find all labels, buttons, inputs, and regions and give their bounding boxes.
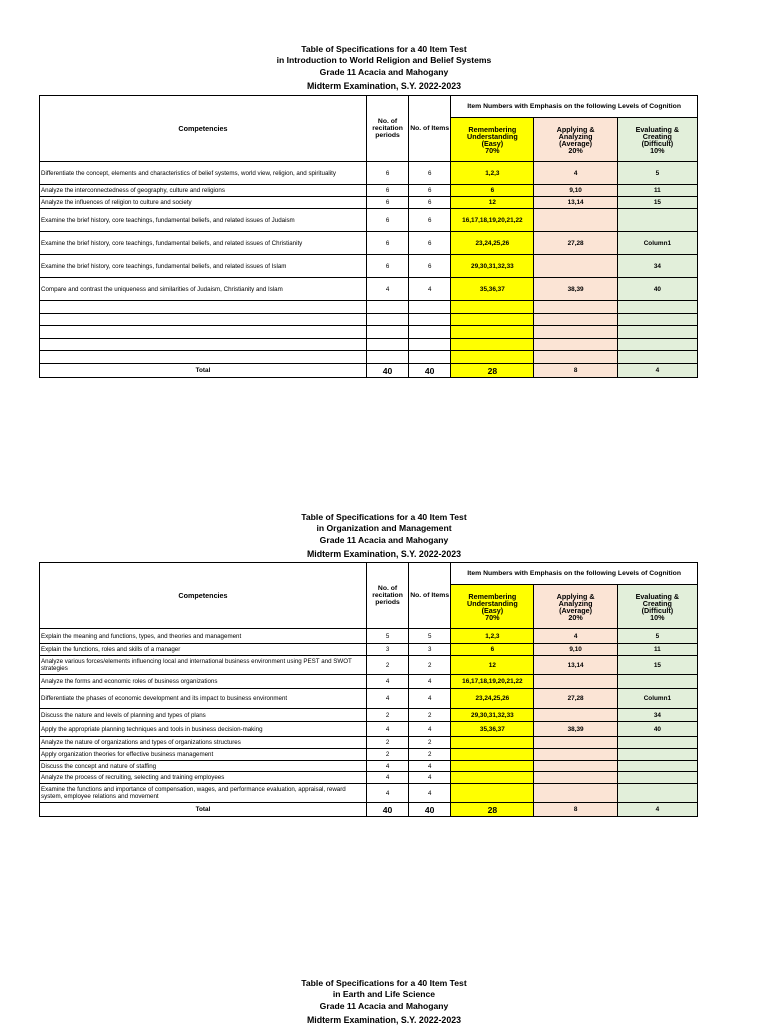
table-row (40, 209, 698, 232)
table-row (40, 278, 698, 301)
items-cell: 3 (409, 644, 451, 656)
col-header-items: No. of Items (409, 563, 451, 629)
level-header-line: 20% (535, 614, 615, 621)
competency-cell (40, 351, 367, 364)
table-row (40, 351, 698, 364)
title-line-1: Table of Specifications for a 40 Item Test (0, 512, 768, 523)
level-header-line: 70% (452, 614, 532, 621)
applying-cell (534, 209, 617, 232)
items-cell (409, 326, 451, 339)
periods-cell: 4 (366, 278, 408, 301)
total-row (40, 364, 698, 378)
evaluating-cell: 15 (617, 656, 697, 675)
evaluating-cell: Column1 (617, 232, 697, 255)
header-row (40, 563, 698, 585)
periods-cell (366, 339, 408, 351)
evaluating-cell (617, 749, 697, 761)
periods-cell: 2 (366, 737, 408, 749)
table-row (40, 162, 698, 185)
title-line-4: Midterm Examination, S.Y. 2022-2023 (0, 549, 768, 560)
applying-cell (534, 772, 617, 784)
evaluating-cell (617, 301, 697, 314)
total-evaluating: 4 (617, 803, 697, 817)
competency-cell: Examine the brief history, core teachings, fundamental beliefs, and related issues of Islam (40, 255, 367, 278)
table-row (40, 709, 698, 722)
evaluating-cell: Column1 (617, 689, 697, 709)
remembering-cell (451, 737, 534, 749)
table-row (40, 197, 698, 209)
competency-cell: Discuss the nature and levels of planning and types of plans (40, 709, 367, 722)
col-header-emphasis: Item Numbers with Emphasis on the following Levels of Cognition (451, 563, 698, 585)
periods-cell: 5 (366, 629, 408, 644)
periods-cell (366, 314, 408, 326)
remembering-cell: 35,36,37 (451, 722, 534, 737)
level-header-line: Analyzing (535, 133, 615, 140)
competency-cell (40, 339, 367, 351)
items-cell (409, 314, 451, 326)
table-row (40, 644, 698, 656)
remembering-cell (451, 314, 534, 326)
competency-cell: Analyze the nature of organizations and types of organizations structures (40, 737, 367, 749)
competency-cell: Compare and contrast the uniqueness and similarities of Judaism, Christianity and Islam (40, 278, 367, 301)
level-header-line: (Average) (535, 140, 615, 147)
periods-cell: 6 (366, 185, 408, 197)
items-cell: 2 (409, 709, 451, 722)
evaluating-cell (617, 326, 697, 339)
periods-cell: 4 (366, 722, 408, 737)
items-cell: 6 (409, 185, 451, 197)
remembering-cell: 23,24,25,26 (451, 232, 534, 255)
level-header-line: 10% (619, 147, 696, 154)
evaluating-cell: 5 (617, 629, 697, 644)
level-header-line: Applying & (535, 126, 615, 133)
applying-cell: 38,39 (534, 278, 617, 301)
total-remembering: 28 (451, 803, 534, 817)
competency-cell: Apply the appropriate planning techniques and tools in business decision-making (40, 722, 367, 737)
periods-cell: 4 (366, 689, 408, 709)
applying-cell: 4 (534, 629, 617, 644)
level-header-line: 20% (535, 147, 615, 154)
applying-cell (534, 351, 617, 364)
periods-cell: 4 (366, 675, 408, 689)
total-label: Total (40, 803, 367, 817)
title-line-3: Grade 11 Acacia and Mahogany (0, 1001, 768, 1012)
items-cell: 2 (409, 749, 451, 761)
items-cell: 2 (409, 656, 451, 675)
title-line-1: Table of Specifications for a 40 Item Test (0, 44, 768, 55)
applying-cell (534, 314, 617, 326)
level-header-evaluating (617, 118, 697, 162)
table-row (40, 232, 698, 255)
level-header-line: Understanding (452, 600, 532, 607)
competency-cell (40, 314, 367, 326)
items-cell: 6 (409, 232, 451, 255)
level-header-line: (Easy) (452, 140, 532, 147)
level-header-applying (534, 118, 617, 162)
competency-cell: Examine the brief history, core teachings, fundamental beliefs, and related issues of Judaism (40, 209, 367, 232)
periods-cell: 4 (366, 772, 408, 784)
periods-cell (366, 301, 408, 314)
remembering-cell: 6 (451, 185, 534, 197)
total-periods: 40 (366, 803, 408, 817)
competency-cell: Analyze the process of recruiting, selecting and training employees (40, 772, 367, 784)
remembering-cell (451, 761, 534, 772)
level-header-line: Analyzing (535, 600, 615, 607)
periods-cell: 2 (366, 656, 408, 675)
total-applying: 8 (534, 364, 617, 378)
applying-cell: 38,39 (534, 722, 617, 737)
table-row (40, 675, 698, 689)
level-header-line: Evaluating & (619, 126, 696, 133)
tos-section-org-management (0, 512, 768, 559)
level-header-line: Applying & (535, 593, 615, 600)
evaluating-cell (617, 772, 697, 784)
level-header-line: 70% (452, 147, 532, 154)
items-cell: 4 (409, 278, 451, 301)
title-line-2: in Introduction to World Religion and Belief Systems (0, 55, 768, 66)
periods-cell: 6 (366, 232, 408, 255)
evaluating-cell (617, 784, 697, 803)
title-line-2: in Organization and Management (0, 523, 768, 534)
evaluating-cell: 5 (617, 162, 697, 185)
applying-cell (534, 761, 617, 772)
table-row (40, 689, 698, 709)
competency-cell (40, 326, 367, 339)
applying-cell: 13,14 (534, 197, 617, 209)
items-cell: 4 (409, 722, 451, 737)
periods-cell (366, 326, 408, 339)
evaluating-cell (617, 314, 697, 326)
competency-cell: Analyze the interconnectedness of geography, culture and religions (40, 185, 367, 197)
items-cell: 4 (409, 772, 451, 784)
remembering-cell: 16,17,18,19,20,21,22 (451, 209, 534, 232)
applying-cell (534, 737, 617, 749)
competency-cell: Analyze various forces/elements influencing local and international business environment using PEST and SWOT strategies (40, 656, 367, 675)
table-row (40, 737, 698, 749)
remembering-cell: 29,30,31,32,33 (451, 255, 534, 278)
level-header-evaluating (617, 585, 697, 629)
col-header-recitation: No. of recitation periods (366, 96, 408, 162)
remembering-cell: 6 (451, 644, 534, 656)
title-line-3: Grade 11 Acacia and Mahogany (0, 535, 768, 546)
evaluating-cell: 40 (617, 722, 697, 737)
items-cell: 6 (409, 197, 451, 209)
competency-cell: Differentiate the concept, elements and characteristics of belief systems, world view, religion, and spirituality (40, 162, 367, 185)
table-row (40, 314, 698, 326)
items-cell: 2 (409, 737, 451, 749)
evaluating-cell: 11 (617, 185, 697, 197)
applying-cell: 4 (534, 162, 617, 185)
items-cell: 4 (409, 689, 451, 709)
evaluating-cell (617, 761, 697, 772)
level-header-remembering (451, 118, 534, 162)
col-header-competencies: Competencies (40, 96, 367, 162)
table-row (40, 749, 698, 761)
title-line-1: Table of Specifications for a 40 Item Test (0, 978, 768, 989)
tos-section-earth-life-science (0, 978, 768, 1025)
periods-cell: 6 (366, 162, 408, 185)
applying-cell (534, 749, 617, 761)
competency-cell (40, 301, 367, 314)
evaluating-cell (617, 339, 697, 351)
total-remembering: 28 (451, 364, 534, 378)
periods-cell: 2 (366, 749, 408, 761)
remembering-cell: 29,30,31,32,33 (451, 709, 534, 722)
applying-cell: 13,14 (534, 656, 617, 675)
level-header-remembering (451, 585, 534, 629)
competency-cell: Differentiate the phases of economic development and its impact to business environment (40, 689, 367, 709)
level-header-line: Understanding (452, 133, 532, 140)
remembering-cell (451, 784, 534, 803)
applying-cell (534, 784, 617, 803)
remembering-cell (451, 749, 534, 761)
remembering-cell: 1,2,3 (451, 162, 534, 185)
items-cell: 6 (409, 209, 451, 232)
total-evaluating: 4 (617, 364, 697, 378)
evaluating-cell: 40 (617, 278, 697, 301)
competency-cell: Explain the functions, roles and skills of a manager (40, 644, 367, 656)
periods-cell: 6 (366, 197, 408, 209)
applying-cell (534, 301, 617, 314)
table-row (40, 185, 698, 197)
title-line-3: Grade 11 Acacia and Mahogany (0, 67, 768, 78)
level-header-line: Creating (619, 133, 696, 140)
remembering-cell (451, 351, 534, 364)
level-header-line: Remembering (452, 126, 532, 133)
periods-cell: 6 (366, 209, 408, 232)
items-cell (409, 351, 451, 364)
evaluating-cell (617, 675, 697, 689)
remembering-cell (451, 326, 534, 339)
evaluating-cell: 34 (617, 255, 697, 278)
items-cell: 4 (409, 761, 451, 772)
level-header-line: Creating (619, 600, 696, 607)
tos-title (0, 44, 768, 91)
items-cell (409, 301, 451, 314)
title-line-4: Midterm Examination, S.Y. 2022-2023 (0, 1015, 768, 1025)
level-header-line: (Difficult) (619, 607, 696, 614)
competency-cell: Analyze the forms and economic roles of business organizations (40, 675, 367, 689)
remembering-cell (451, 339, 534, 351)
periods-cell (366, 351, 408, 364)
table-row (40, 761, 698, 772)
evaluating-cell: 34 (617, 709, 697, 722)
remembering-cell: 23,24,25,26 (451, 689, 534, 709)
remembering-cell: 16,17,18,19,20,21,22 (451, 675, 534, 689)
level-header-applying (534, 585, 617, 629)
tos-title (0, 512, 768, 559)
applying-cell: 9,10 (534, 644, 617, 656)
competency-cell: Apply organization theories for effective business management (40, 749, 367, 761)
competency-cell: Examine the functions and importance of compensation, wages, and performance evaluation, appraisal, reward system, employee relations and movement (40, 784, 367, 803)
evaluating-cell: 11 (617, 644, 697, 656)
items-cell: 4 (409, 675, 451, 689)
total-applying: 8 (534, 803, 617, 817)
table-row (40, 784, 698, 803)
table-row (40, 339, 698, 351)
table-row (40, 629, 698, 644)
tos-table-org-management (39, 562, 698, 817)
tos-section-world-religion (0, 44, 768, 91)
periods-cell: 3 (366, 644, 408, 656)
evaluating-cell (617, 351, 697, 364)
applying-cell (534, 326, 617, 339)
col-header-competencies: Competencies (40, 563, 367, 629)
items-cell: 4 (409, 784, 451, 803)
table-row (40, 255, 698, 278)
level-header-line: (Difficult) (619, 140, 696, 147)
applying-cell (534, 709, 617, 722)
total-items: 40 (409, 803, 451, 817)
tos-title (0, 978, 768, 1025)
periods-cell: 4 (366, 761, 408, 772)
remembering-cell: 12 (451, 656, 534, 675)
total-periods: 40 (366, 364, 408, 378)
table-row (40, 772, 698, 784)
applying-cell (534, 339, 617, 351)
col-header-items: No. of Items (409, 96, 451, 162)
evaluating-cell (617, 737, 697, 749)
total-items: 40 (409, 364, 451, 378)
level-header-line: (Average) (535, 607, 615, 614)
col-header-recitation: No. of recitation periods (366, 563, 408, 629)
level-header-line: (Easy) (452, 607, 532, 614)
items-cell: 6 (409, 255, 451, 278)
periods-cell: 6 (366, 255, 408, 278)
competency-cell: Examine the brief history, core teachings, fundamental beliefs, and related issues of Christianity (40, 232, 367, 255)
items-cell: 5 (409, 629, 451, 644)
periods-cell: 2 (366, 709, 408, 722)
total-row (40, 803, 698, 817)
periods-cell: 4 (366, 784, 408, 803)
applying-cell: 9,10 (534, 185, 617, 197)
competency-cell: Analyze the influences of religion to culture and society (40, 197, 367, 209)
applying-cell (534, 675, 617, 689)
remembering-cell (451, 301, 534, 314)
evaluating-cell (617, 209, 697, 232)
evaluating-cell: 15 (617, 197, 697, 209)
tos-table-world-religion (39, 95, 698, 378)
competency-cell: Explain the meaning and functions, types, and theories and management (40, 629, 367, 644)
items-cell: 6 (409, 162, 451, 185)
items-cell (409, 339, 451, 351)
remembering-cell (451, 772, 534, 784)
level-header-line: Evaluating & (619, 593, 696, 600)
table-row (40, 301, 698, 314)
competency-cell: Discuss the concept and nature of staffing (40, 761, 367, 772)
applying-cell: 27,28 (534, 689, 617, 709)
table-row (40, 656, 698, 675)
level-header-line: Remembering (452, 593, 532, 600)
applying-cell: 27,28 (534, 232, 617, 255)
level-header-line: 10% (619, 614, 696, 621)
remembering-cell: 35,36,37 (451, 278, 534, 301)
title-line-4: Midterm Examination, S.Y. 2022-2023 (0, 81, 768, 92)
remembering-cell: 1,2,3 (451, 629, 534, 644)
table-row (40, 326, 698, 339)
header-row (40, 96, 698, 118)
total-label: Total (40, 364, 367, 378)
title-line-2: in Earth and Life Science (0, 989, 768, 1000)
applying-cell (534, 255, 617, 278)
table-row (40, 722, 698, 737)
remembering-cell: 12 (451, 197, 534, 209)
col-header-emphasis: Item Numbers with Emphasis on the following Levels of Cognition (451, 96, 698, 118)
